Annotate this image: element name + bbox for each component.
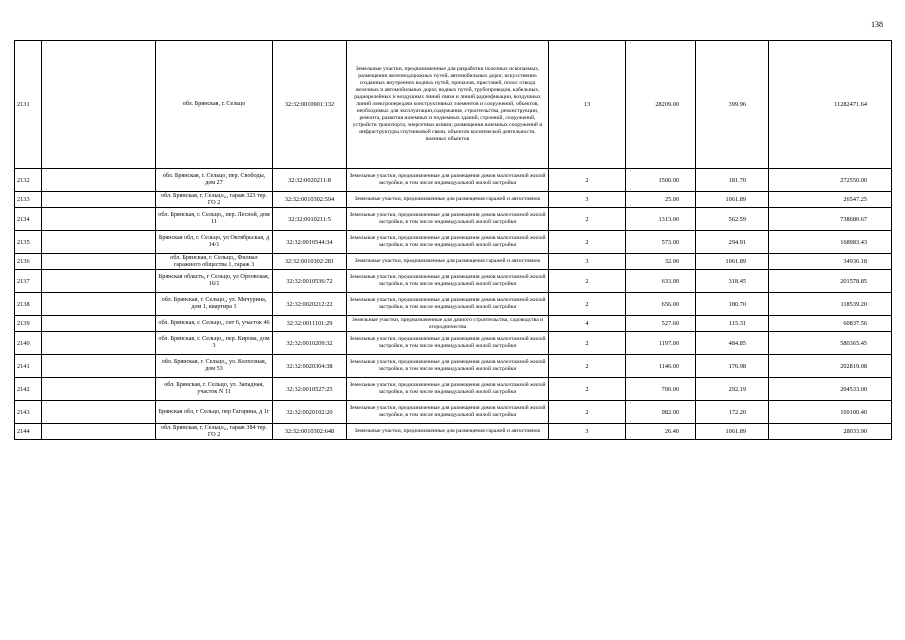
address-cell: обл. Брянская, г. Сельцо,, снт 6, участок 46 xyxy=(156,316,273,332)
area-cell: 32.90 xyxy=(626,254,696,270)
area-cell: 26.40 xyxy=(626,424,696,440)
table-row xyxy=(15,208,892,231)
row-number: 2141 xyxy=(15,355,42,378)
land-use-description-cell: Земельные участки, предназначенные для размещения гаражей и автостоянок xyxy=(347,192,549,208)
land-use-description-cell: Земельные участки, предназначенные для размещения домов малоэтажной жилой застройки, в том числе индивидуальной жилой застройки xyxy=(347,355,549,378)
address-cell: обл. Брянская, г. Сельцо, пер. Свободы, дом 27 xyxy=(156,169,273,192)
cadastral-number-cell: 32:32:0010536:72 xyxy=(273,270,347,293)
group-number-cell: 2 xyxy=(549,270,626,293)
group-number-cell: 13 xyxy=(549,41,626,169)
land-use-description-cell: Земельные участки, предназначенные для разработки полезных ископаемых, размещения железнодорожных путей, автомобильных дорог, искусственно созданных внутренних водных путей, причалов, пристаней, полос отвода железных и автомобильных дорог, водных путей, трубопроводов, кабельных, радиорелейных и воздушных линий связи и линий радиофикации, воздушных линий электропередачи конструктивных элементов и сооружений, объектов, необходимых для эксплуатации,содержания, строительства, реконструкции, ремонта, развития наземных и подземных зданий, строений, сооружений, устройств транспорта, энергетики исвязи; размещения наземных сооружений и инфраструктуры спутниковой связи, объектов космической деятельности, военных объектов xyxy=(347,41,549,169)
unit-value-cell: 1061.89 xyxy=(696,424,769,440)
empty-cell xyxy=(42,208,156,231)
unit-value-cell: 292.19 xyxy=(696,378,769,401)
address-cell: обл. Брянская, г. Сельцо,,, гараж 323 тер. ГО 2 xyxy=(156,192,273,208)
area-cell: 1197.00 xyxy=(626,332,696,355)
land-use-description-cell: Земельные участки, предназначенные для размещения домов малоэтажной жилой застройки, в том числе индивидуальной жилой застройки xyxy=(347,401,549,424)
area-cell: 28209.00 xyxy=(626,41,696,169)
area-cell: 1500.00 xyxy=(626,169,696,192)
table-row xyxy=(15,424,892,440)
area-cell: 700.00 xyxy=(626,378,696,401)
cadastral-value-cell: 580365.45 xyxy=(769,332,892,355)
cadastral-number-cell: 32:32:0020102:20 xyxy=(273,401,347,424)
area-cell: 527.60 xyxy=(626,316,696,332)
row-number: 2143 xyxy=(15,401,42,424)
cadastral-number-cell: 32:32:0010901:132 xyxy=(273,41,347,169)
empty-cell xyxy=(42,231,156,254)
group-number-cell: 2 xyxy=(549,231,626,254)
row-number: 2139 xyxy=(15,316,42,332)
address-cell: обл. Брянская, г. Сельцо,, пер. Кирова, дом 3 xyxy=(156,332,273,355)
group-number-cell: 3 xyxy=(549,192,626,208)
table-row xyxy=(15,231,892,254)
address-cell: обл. Брянская, г. Сельцо,, ул. Колхозная, дом 53 xyxy=(156,355,273,378)
row-number: 2140 xyxy=(15,332,42,355)
cadastral-value-cell: 34936.18 xyxy=(769,254,892,270)
empty-cell xyxy=(42,270,156,293)
group-number-cell: 2 xyxy=(549,355,626,378)
unit-value-cell: 115.31 xyxy=(696,316,769,332)
cadastral-number-cell: 32:32:0010544:34 xyxy=(273,231,347,254)
address-cell: обл. Брянская, г. Сельцо,, Филиал гаражного общества 1, гараж 3 xyxy=(156,254,273,270)
cadastral-number-cell: 32:32:0011101:29 xyxy=(273,316,347,332)
table-body xyxy=(15,41,892,440)
group-number-cell: 2 xyxy=(549,332,626,355)
address-cell: обл. Брянская, г. Сельцо, ул. Западная, участок N 11 xyxy=(156,378,273,401)
row-number: 2134 xyxy=(15,208,42,231)
table-row xyxy=(15,192,892,208)
cadastral-number-cell: 32:32:0010527:25 xyxy=(273,378,347,401)
group-number-cell: 2 xyxy=(549,378,626,401)
unit-value-cell: 318.45 xyxy=(696,270,769,293)
row-number: 2131 xyxy=(15,41,42,169)
cadastral-value-cell: 738680.67 xyxy=(769,208,892,231)
area-cell: 982.00 xyxy=(626,401,696,424)
address-cell: Брянская обл, г Сельцо, пер Гагарина, д 1г xyxy=(156,401,273,424)
empty-cell xyxy=(42,316,156,332)
address-cell: обл. Брянская, г. Сельцо,, ул. Мичурина, дом 1, квартира 1 xyxy=(156,293,273,316)
empty-cell xyxy=(42,332,156,355)
address-cell: обл. Брянская, г. Сельцо,, пер. Лесной, дом 11 xyxy=(156,208,273,231)
empty-cell xyxy=(42,293,156,316)
table-row xyxy=(15,332,892,355)
area-cell: 573.00 xyxy=(626,231,696,254)
land-use-description-cell: Земельные участки, предназначенные для размещения гаражей и автостоянок xyxy=(347,424,549,440)
table-row xyxy=(15,254,892,270)
area-cell: 633.00 xyxy=(626,270,696,293)
cadastral-number-cell: 32:32:0020211:8 xyxy=(273,169,347,192)
land-use-description-cell: Земельные участки, предназначенные для дачного строительства, садоводства и огородничества xyxy=(347,316,549,332)
cadastral-number-cell: 32:32:0020212:22 xyxy=(273,293,347,316)
empty-cell xyxy=(42,424,156,440)
table-row xyxy=(15,270,892,293)
unit-value-cell: 1061.89 xyxy=(696,192,769,208)
area-cell: 1146.00 xyxy=(626,355,696,378)
unit-value-cell: 399.96 xyxy=(696,41,769,169)
land-use-description-cell: Земельные участки, предназначенные для размещения домов малоэтажной жилой застройки, в том числе индивидуальной жилой застройки xyxy=(347,208,549,231)
group-number-cell: 3 xyxy=(549,424,626,440)
row-number: 2136 xyxy=(15,254,42,270)
group-number-cell: 2 xyxy=(549,208,626,231)
empty-cell xyxy=(42,355,156,378)
address-cell: обл. Брянская, г. Сельцо,,, гараж 384 тер. ГО 2 xyxy=(156,424,273,440)
group-number-cell: 2 xyxy=(549,293,626,316)
cadastral-number-cell: 32:32:0010302:594 xyxy=(273,192,347,208)
land-use-description-cell: Земельные участки, предназначенные для размещения домов малоэтажной жилой застройки, в том числе индивидуальной жилой застройки xyxy=(347,270,549,293)
table-row xyxy=(15,41,892,169)
row-number: 2132 xyxy=(15,169,42,192)
table-row xyxy=(15,355,892,378)
unit-value-cell: 484.85 xyxy=(696,332,769,355)
cadastral-value-cell: 204533.00 xyxy=(769,378,892,401)
land-use-description-cell: Земельные участки, предназначенные для размещения гаражей и автостоянок xyxy=(347,254,549,270)
land-use-description-cell: Земельные участки, предназначенные для размещения домов малоэтажной жилой застройки, в том числе индивидуальной жилой застройки xyxy=(347,231,549,254)
unit-value-cell: 181.70 xyxy=(696,169,769,192)
table-row xyxy=(15,293,892,316)
empty-cell xyxy=(42,254,156,270)
group-number-cell: 4 xyxy=(549,316,626,332)
row-number: 2137 xyxy=(15,270,42,293)
cadastral-number-cell: 32:32:0010302:648 xyxy=(273,424,347,440)
cadastral-value-cell: 272550.00 xyxy=(769,169,892,192)
cadastral-value-cell: 202819.08 xyxy=(769,355,892,378)
group-number-cell: 3 xyxy=(549,254,626,270)
table-row xyxy=(15,316,892,332)
cadastral-value-cell: 201578.85 xyxy=(769,270,892,293)
unit-value-cell: 562.59 xyxy=(696,208,769,231)
area-cell: 656.00 xyxy=(626,293,696,316)
page-number: 138 xyxy=(871,20,883,29)
empty-cell xyxy=(42,41,156,169)
group-number-cell: 2 xyxy=(549,169,626,192)
unit-value-cell: 180.70 xyxy=(696,293,769,316)
cadastral-value-cell: 60837.56 xyxy=(769,316,892,332)
unit-value-cell: 172.20 xyxy=(696,401,769,424)
empty-cell xyxy=(42,169,156,192)
address-cell: Брянская обл, г. Сельцо, ул Октябрьская, д 14/1 xyxy=(156,231,273,254)
row-number: 2133 xyxy=(15,192,42,208)
table-row xyxy=(15,378,892,401)
unit-value-cell: 294.91 xyxy=(696,231,769,254)
land-use-description-cell: Земельные участки, предназначенные для размещения домов малоэтажной жилой застройки, в том числе индивидуальной жилой застройки xyxy=(347,169,549,192)
group-number-cell: 2 xyxy=(549,401,626,424)
land-use-description-cell: Земельные участки, предназначенные для размещения домов малоэтажной жилой застройки, в том числе индивидуальной жилой застройки xyxy=(347,293,549,316)
table-row xyxy=(15,401,892,424)
area-cell: 1313.00 xyxy=(626,208,696,231)
cadastral-number-cell: 32:32:0010211:5 xyxy=(273,208,347,231)
land-use-description-cell: Земельные участки, предназначенные для размещения домов малоэтажной жилой застройки, в том числе индивидуальной жилой застройки xyxy=(347,378,549,401)
empty-cell xyxy=(42,192,156,208)
cadastral-value-cell: 28033.90 xyxy=(769,424,892,440)
cadastral-value-cell: 26547.25 xyxy=(769,192,892,208)
address-cell: Брянская область, г Сельцо, ул Орловская, 16/1 xyxy=(156,270,273,293)
empty-cell xyxy=(42,378,156,401)
cadastral-number-cell: 32:32:0020304:38 xyxy=(273,355,347,378)
cadastral-value-cell: 168983.43 xyxy=(769,231,892,254)
area-cell: 25.00 xyxy=(626,192,696,208)
table-row xyxy=(15,169,892,192)
cadastral-value-cell: 118539.20 xyxy=(769,293,892,316)
unit-value-cell: 176.98 xyxy=(696,355,769,378)
cadastral-number-cell: 32:32:0010209:32 xyxy=(273,332,347,355)
row-number: 2138 xyxy=(15,293,42,316)
land-use-description-cell: Земельные участки, предназначенные для размещения домов малоэтажной жилой застройки, в том числе индивидуальной жилой застройки xyxy=(347,332,549,355)
row-number: 2142 xyxy=(15,378,42,401)
row-number: 2135 xyxy=(15,231,42,254)
cadastral-value-cell: 11282471.64 xyxy=(769,41,892,169)
land-registry-table xyxy=(14,40,892,440)
empty-cell xyxy=(42,401,156,424)
cadastral-number-cell: 32:32:0010302:281 xyxy=(273,254,347,270)
cadastral-value-cell: 169100.40 xyxy=(769,401,892,424)
address-cell: обл. Брянская, г. Сельцо xyxy=(156,41,273,169)
unit-value-cell: 1061.89 xyxy=(696,254,769,270)
row-number: 2144 xyxy=(15,424,42,440)
